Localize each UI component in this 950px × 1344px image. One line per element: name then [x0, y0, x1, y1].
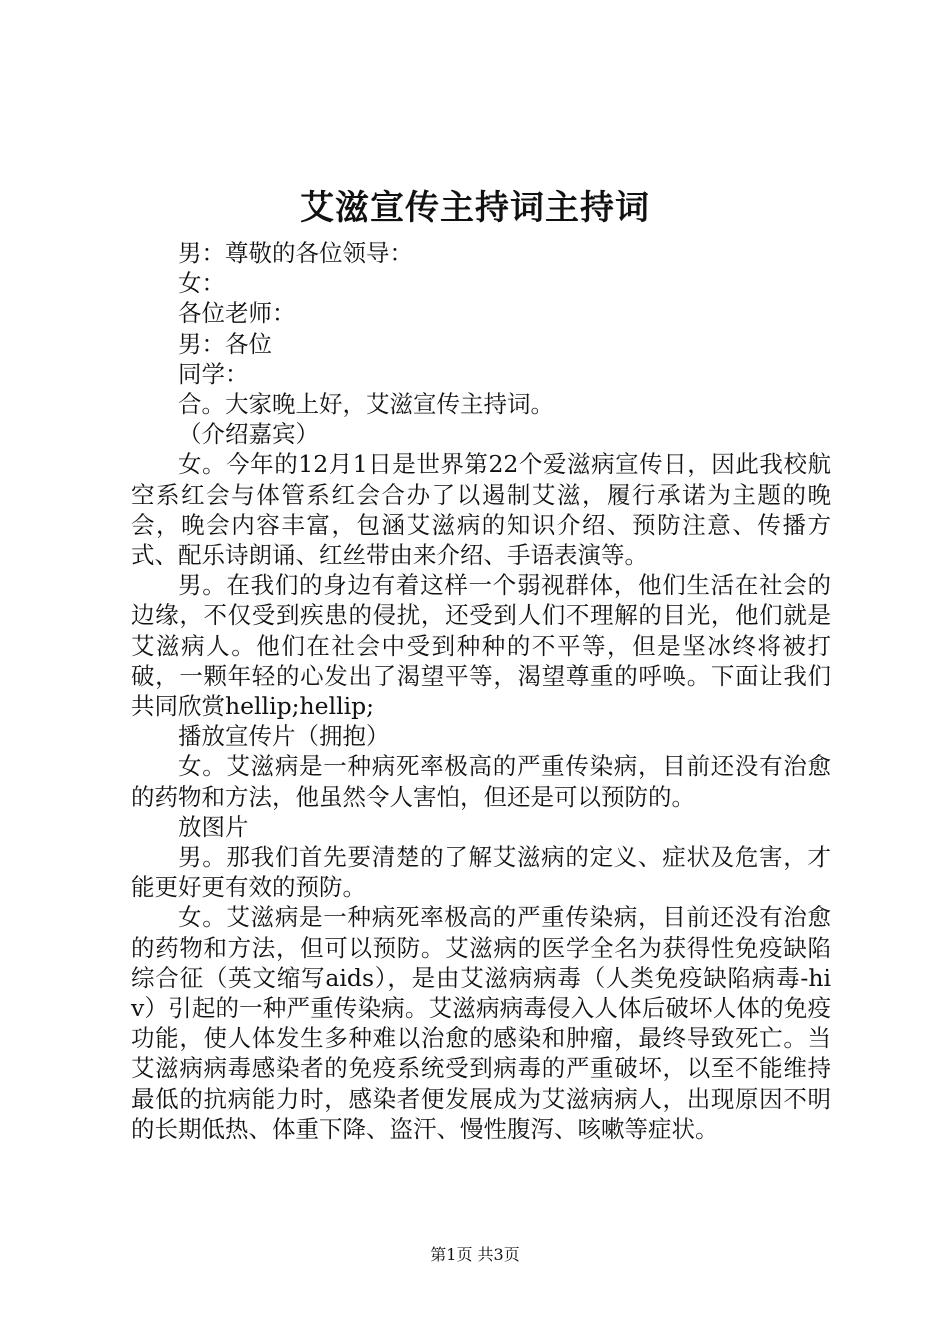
- paragraph: 各位老师：: [178, 299, 296, 328]
- paragraph: 男：尊敬的各位领导：: [178, 239, 413, 267]
- paragraph: （介绍嘉宾）: [178, 420, 319, 449]
- paragraph: 同学：: [178, 359, 249, 388]
- paragraph: 播放宣传片（拥抱）: [178, 722, 390, 751]
- paragraph: 女。艾滋病是一种病死率极高的严重传染病，目前还没有治愈的药物和方法，但可以预防。艾滋病的医学全名为获得性免疫缺陷综合征（英文缩写aids），是由艾滋病病毒（人类免疫缺陷病毒-hiv）引起的一种严重传染病。艾滋病病毒侵入人体后破坏人体的免疫功能，使人体发生多种难以治愈的感染和肿瘤，最终导致死亡。当艾滋病病毒感染者的免疫系统受到病毒的严重破坏，以至不能维持最低的抗病能力时，感染者便发展成为艾滋病病人，出现原因不明的长期低热、体重下降、盗汗、慢性腹泻、咳嗽等症状。: [131, 903, 831, 1143]
- paragraph: 男。在我们的身边有着这样一个弱视群体，他们生活在社会的边缘，不仅受到疾患的侵扰，还受到人们不理解的目光，他们就是艾滋病人。他们在社会中受到种种的不平等，但是坚冰终将被打破，一颗年轻的心发出了渴望平等，渴望尊重的呼唤。下面让我们共同欣赏hellip;hellip;: [131, 571, 831, 721]
- document-body: [131, 238, 831, 1144]
- page-footer: 第1页 共3页: [430, 1245, 520, 1264]
- paragraph: 合。大家晚上好，艾滋宣传主持词。: [178, 390, 554, 419]
- paragraph: 女。今年的12月1日是世界第22个爱滋病宣传日，因此我校航空系红会与体管系红会合办了以遏制艾滋，履行承诺为主题的晚会，晚会内容丰富，包涵艾滋病的知识介绍、预防注意、传播方式、配乐诗朗诵、红丝带由来介绍、手语表演等。: [131, 450, 831, 570]
- paragraph: 女。艾滋病是一种病死率极高的严重传染病，目前还没有治愈的药物和方法，他虽然令人害怕，但还是可以预防的。: [131, 752, 831, 811]
- paragraph: 男：各位: [178, 329, 272, 358]
- paragraph: 女：: [178, 269, 225, 298]
- paragraph: 放图片: [178, 812, 249, 841]
- document-title: 艾滋宣传主持词主持词: [300, 188, 650, 228]
- paragraph: 男。那我们首先要清楚的了解艾滋病的定义、症状及危害，才能更好更有效的预防。: [131, 843, 831, 902]
